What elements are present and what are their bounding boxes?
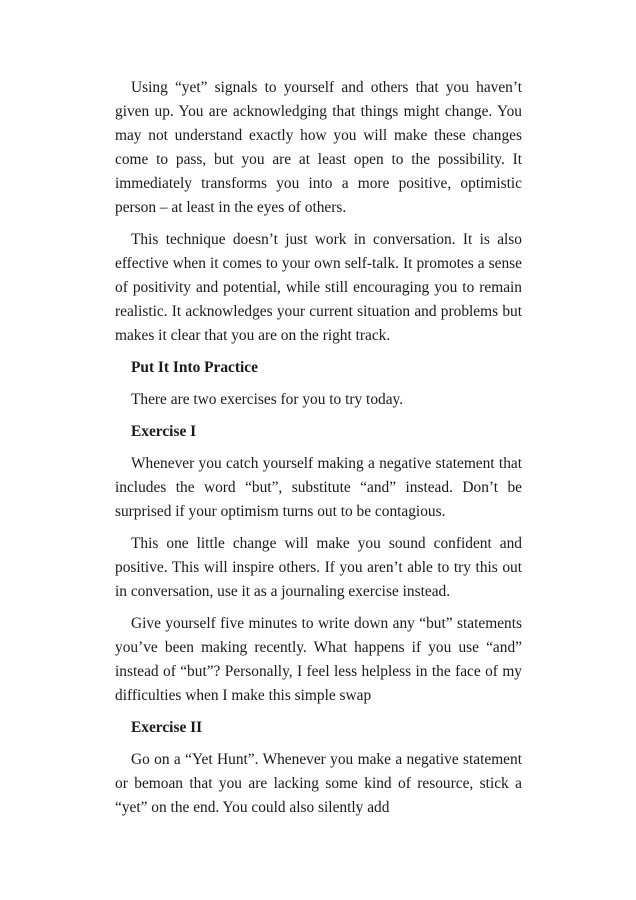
heading-exercise-1: Exercise I [131,423,197,440]
paragraph-five-minutes: Give yourself five minutes to write down any “but” statements you’ve been making recently. What happens if you use “and” instead of “but”? Personally, I feel less helpless in the face of my difficulties when I make this simple swap [115,615,522,704]
paragraph-two-exercises: There are two exercises for you to try today. [131,391,404,408]
paragraph-little-change: This one little change will make you sound confident and positive. This will inspire others. If you aren’t able to try this out in conversation, use it as a journaling exercise instead. [115,535,522,600]
paragraph-technique: This technique doesn’t just work in conversation. It is also effective when it comes to your own self-talk. It promotes a sense of positivity and potential, while still encouraging you to remain realistic. It acknowledges your current situation and problems but makes it clear that you are on the right track. [115,231,522,344]
heading-put-it-into-practice: Put It Into Practice [131,359,258,376]
paragraph-exercise-1-instructions: Whenever you catch yourself making a negative statement that includes the word “but”, substitute “and” instead. Don’t be surprised if your optimism turns out to be contagious. [115,455,522,520]
paragraph-yet-signals: Using “yet” signals to yourself and others that you haven’t given up. You are acknowledging that things might change. You may not understand exactly how you will make these changes come to pass, but you are at least open to the possibility. It immediately transforms you into a more positive, optimistic person – at least in the eyes of others. [115,79,522,216]
heading-exercise-2: Exercise II [131,719,203,736]
paragraph-yet-hunt: Go on a “Yet Hunt”. Whenever you make a negative statement or bemoan that you are lacking some kind of resource, stick a “yet” on the end. You could also silently add [115,751,522,816]
document-page [115,76,522,828]
